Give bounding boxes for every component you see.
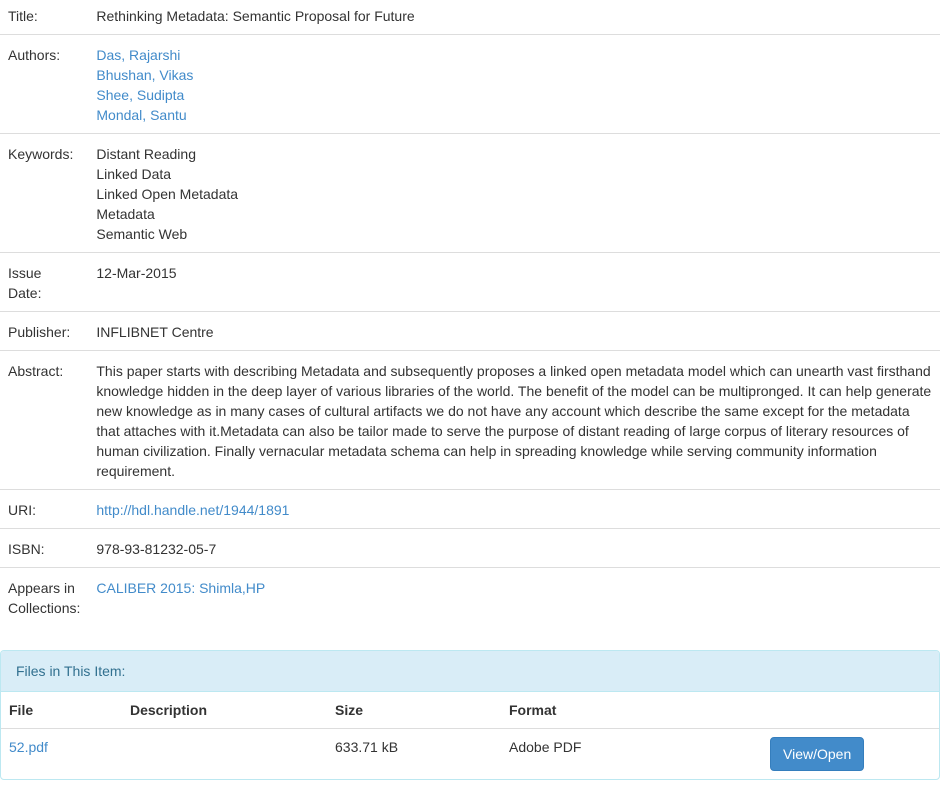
isbn-value: 978-93-81232-05-7 — [88, 529, 940, 568]
author-link[interactable]: Mondal, Santu — [96, 107, 187, 123]
metadata-row-title — [0, 0, 940, 35]
metadata-row-uri — [0, 490, 940, 529]
metadata-row-isbn — [0, 529, 940, 568]
view-open-button[interactable]: View/Open — [770, 737, 864, 771]
column-header-file: File — [1, 692, 122, 729]
files-panel-heading: Files in This Item: — [1, 651, 939, 692]
column-header-description: Description — [122, 692, 327, 729]
description-cell — [122, 729, 327, 780]
keyword: Metadata — [96, 206, 155, 222]
collections-label: Appears in Collections: — [0, 568, 88, 627]
keyword: Linked Data — [96, 166, 172, 182]
authors-label: Authors: — [0, 35, 88, 134]
column-header-format: Format — [501, 692, 762, 729]
publisher-value: INFLIBNET Centre — [88, 312, 940, 351]
files-table-header — [1, 692, 939, 729]
publisher-label: Publisher: — [0, 312, 88, 351]
collection-link[interactable]: CALIBER 2015: Shimla,HP — [96, 580, 266, 596]
metadata-row-abstract — [0, 351, 940, 490]
issue-date-label: Issue Date: — [0, 253, 88, 312]
keyword: Semantic Web — [96, 226, 188, 242]
action-cell — [762, 729, 939, 780]
author-link[interactable]: Bhushan, Vikas — [96, 67, 194, 83]
title-value: Rethinking Metadata: Semantic Proposal for Future — [96, 8, 415, 24]
keyword: Distant Reading — [96, 146, 196, 162]
isbn-label: ISBN: — [0, 529, 88, 568]
file-cell — [1, 729, 122, 780]
author-link[interactable]: Shee, Sudipta — [96, 87, 185, 103]
file-link[interactable]: 52.pdf — [9, 739, 48, 755]
uri-link[interactable]: http://hdl.handle.net/1944/1891 — [96, 502, 290, 518]
column-header-size: Size — [327, 692, 501, 729]
files-panel — [0, 650, 940, 780]
metadata-row-keywords — [0, 134, 940, 253]
uri-label: URI: — [0, 490, 88, 529]
keywords-list — [88, 134, 940, 253]
format-cell: Adobe PDF — [509, 739, 582, 755]
issue-date-value: 12-Mar-2015 — [88, 253, 940, 312]
authors-list — [88, 35, 940, 134]
uri-value — [88, 490, 940, 529]
metadata-row-collections — [0, 568, 940, 627]
abstract-text: This paper starts with describing Metadata and subsequently proposes a linked open metadata model which can unearth vast firsthand knowledge hidden in the deep layer of various libraries of the world. The benefit of the model can be multipronged. It can help generate new knowledge as in many cases of cultural artifacts we do not have any account which describe the same except for the metadata that attaches with it.Metadata can also be tailor made to serve the purpose of distant reading of large corpus of literary resources of human civilization. Finally vernacular metadata schema can help in spreading knowledge while serving community information requirement. — [88, 351, 940, 490]
collections-value — [88, 568, 940, 627]
column-header-action — [762, 692, 939, 729]
author-link[interactable]: Das, Rajarshi — [96, 47, 181, 63]
metadata-row-authors — [0, 35, 940, 134]
metadata-row-issue-date — [0, 253, 940, 312]
abstract-label: Abstract: — [0, 351, 88, 490]
metadata-row-publisher — [0, 312, 940, 351]
keywords-label: Keywords: — [0, 134, 88, 253]
table-row — [1, 729, 939, 780]
size-cell: 633.71 kB — [335, 739, 399, 755]
keyword: Linked Open Metadata — [96, 186, 239, 202]
files-table — [1, 692, 939, 779]
title-label: Title: — [8, 8, 38, 24]
